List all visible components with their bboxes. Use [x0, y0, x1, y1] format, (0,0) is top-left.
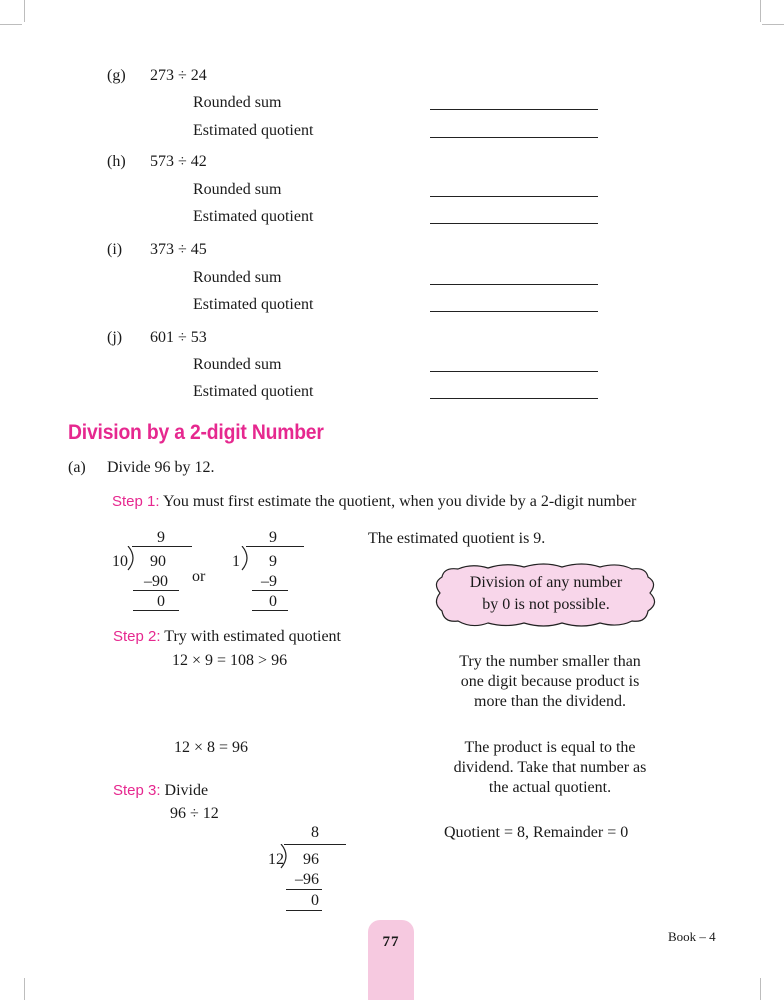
result-text: Quotient = 8, Remainder = 0: [444, 824, 629, 841]
divisor: 10: [112, 553, 128, 570]
remainder-line: [252, 610, 288, 611]
part-text: Divide 96 by 12.: [107, 459, 215, 476]
answer-blank: [430, 223, 598, 224]
quotient: 9: [157, 529, 165, 546]
step1: [112, 492, 636, 512]
section-title: Division by a 2-digit Number: [68, 421, 324, 444]
remainder-line: [133, 610, 179, 611]
trial-product-2: 12 × 8 = 96: [174, 739, 249, 756]
step3-text: Divide: [164, 782, 209, 799]
estimated-quotient-label: Estimated quotient: [193, 383, 314, 400]
book-label: Book – 4: [668, 929, 716, 944]
step3: [113, 781, 208, 801]
quotient: 9: [269, 529, 277, 546]
step1-label: Step 1:: [112, 493, 160, 510]
step2: [113, 627, 341, 647]
crop-mark: [24, 978, 25, 1000]
note1-line-2: one digit because product is: [460, 673, 640, 690]
remainder: 0: [311, 892, 319, 909]
exercise-problem: 273 ÷ 24: [150, 67, 207, 84]
crop-mark: [762, 24, 784, 25]
note2-line-2: dividend. Take that number as: [453, 759, 647, 776]
divisor: 12: [268, 851, 284, 868]
step1-text: You must first estimate the quotient, when you divide by a 2-digit number: [162, 493, 637, 510]
division-bar: [246, 546, 304, 547]
note2-line-3: the actual quotient.: [488, 779, 612, 796]
estimated-quotient-label: Estimated quotient: [193, 296, 314, 313]
answer-blank: [430, 109, 598, 110]
answer-blank: [430, 196, 598, 197]
step2-label: Step 2:: [113, 628, 161, 645]
exercise-label: (g): [107, 67, 126, 84]
rounded-sum-label: Rounded sum: [193, 356, 282, 373]
estimated-quotient-label: Estimated quotient: [193, 122, 314, 139]
note1-line-1: Try the number smaller than: [459, 653, 641, 670]
answer-blank: [430, 311, 598, 312]
answer-blank: [430, 137, 598, 138]
subtraction-line: [133, 590, 179, 591]
crop-mark: [0, 24, 22, 25]
trial-product-1: 12 × 9 = 108 > 96: [172, 652, 288, 669]
cloud-line-2: by 0 is not possible.: [482, 596, 610, 613]
answer-blank: [430, 371, 598, 372]
crop-mark: [24, 0, 25, 22]
step3-expression: 96 ÷ 12: [170, 805, 219, 822]
exercise-problem: 573 ÷ 42: [150, 153, 207, 170]
dividend: 90: [150, 553, 166, 570]
or-text: or: [192, 568, 206, 585]
subtraction: –90: [144, 573, 168, 590]
division-bar: [132, 546, 192, 547]
remainder-line: [286, 910, 322, 911]
answer-blank: [430, 398, 598, 399]
divisor: 1: [232, 553, 240, 570]
dividend: 9: [269, 553, 277, 570]
crop-mark: [760, 0, 761, 22]
page-number: 77: [382, 934, 400, 950]
remainder: 0: [269, 593, 277, 610]
note2-line-1: The product is equal to the: [464, 739, 636, 756]
exercise-label: (i): [107, 241, 123, 258]
page-number-tab: [368, 920, 414, 1000]
subtraction: –96: [295, 871, 319, 888]
exercise-label: (j): [107, 329, 123, 346]
note1-line-3: more than the dividend.: [474, 693, 626, 710]
rounded-sum-label: Rounded sum: [193, 181, 282, 198]
subtraction-line: [286, 889, 322, 890]
rounded-sum-label: Rounded sum: [193, 269, 282, 286]
estimated-quotient-label: Estimated quotient: [193, 208, 314, 225]
remainder: 0: [157, 593, 165, 610]
answer-blank: [430, 284, 598, 285]
rounded-sum-label: Rounded sum: [193, 94, 282, 111]
estimated-quotient-note: The estimated quotient is 9.: [368, 530, 546, 547]
subtraction: –9: [261, 573, 277, 590]
subtraction-line: [252, 590, 288, 591]
cloud-line-1: Division of any number: [469, 574, 623, 591]
division-bar: [284, 844, 346, 845]
part-label: (a): [68, 459, 86, 476]
quotient: 8: [311, 824, 319, 841]
step2-text: Try with estimated quotient: [164, 628, 341, 645]
exercise-problem: 373 ÷ 45: [150, 241, 207, 258]
dividend: 96: [303, 851, 319, 868]
crop-mark: [760, 978, 761, 1000]
exercise-label: (h): [107, 153, 126, 170]
step3-label: Step 3:: [113, 782, 161, 799]
exercise-problem: 601 ÷ 53: [150, 329, 207, 346]
